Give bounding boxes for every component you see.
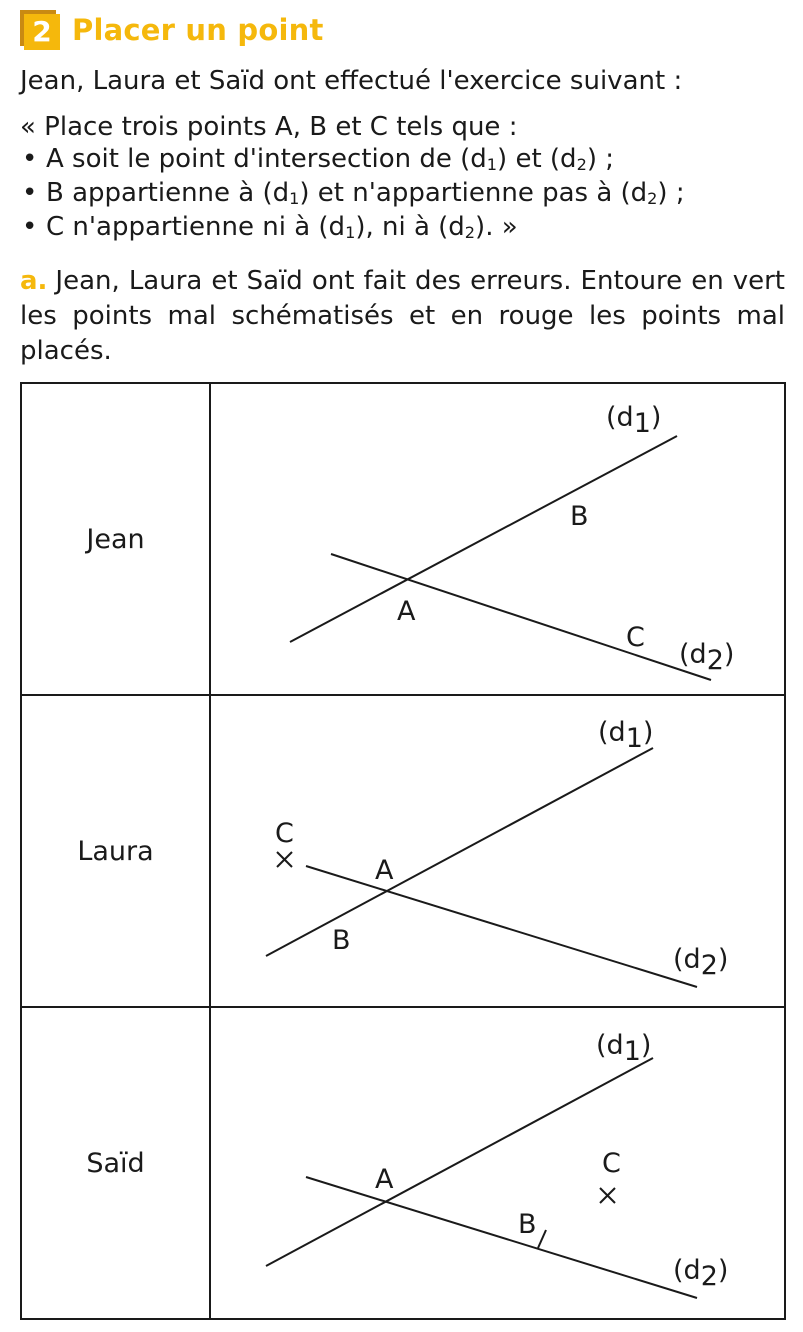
point-label-b: B [570,501,589,532]
geometry-figure [211,696,788,1008]
point-label-c: C [602,1148,621,1179]
student-name: Jean [21,383,210,695]
figure-cell [210,383,785,695]
answers-table [20,382,786,1320]
question-text: Jean, Laura et Saïd ont fait des erreurs. Entoure en vert les points mal schématisés et en rouge les points mal placés. [20,266,785,366]
exercise-number: 2 [24,14,60,50]
student-name: Laura [21,695,210,1007]
point-label-c: C [626,622,645,653]
line-d2 [306,866,697,987]
point-label-b: B [518,1209,537,1240]
label-d2: (d2) [679,639,735,676]
intro-text: Jean, Laura et Saïd ont effectué l'exercice suivant : [20,66,683,96]
exercise-number-badge [20,10,60,50]
line-d2 [331,554,711,680]
instruction-quote: « Place trois points A, B et C tels que : [20,112,518,142]
table-row [21,695,785,1007]
point-label-b: B [332,925,351,956]
line-d1 [266,748,653,956]
exercise-header [20,8,324,52]
figure-cell [210,695,785,1007]
geometry-figure [211,1008,788,1320]
line-d1 [290,436,677,642]
line-d1 [266,1058,653,1266]
table-row [21,383,785,695]
label-d1: (d1) [606,402,662,439]
student-name: Saïd [21,1007,210,1319]
instruction-list [20,142,685,244]
label-d1: (d1) [596,1030,652,1067]
point-label-a: A [397,596,416,627]
label-d2: (d2) [673,944,729,981]
point-label-a: A [375,855,394,886]
question-a [20,264,785,369]
line-d2 [306,1177,697,1298]
question-label: a. [20,266,48,296]
instruction-item: • C n'appartienne ni à $(d_1)$, ni à $(d_2)$. » [22,212,518,242]
label-d2: (d2) [673,1255,729,1292]
geometry-figure [211,384,788,696]
instruction-item: • B appartienne à $(d_1)$ et n'appartienne pas à $(d_2)$ ; [22,178,685,208]
point-label-a: A [375,1164,394,1195]
label-d1: (d1) [598,717,654,754]
point-label-c: C [275,818,294,849]
instruction-item: • A soit le point d'intersection de $(d_1)$ et $(d_2)$ ; [22,144,614,174]
table-row [21,1007,785,1319]
exercise-title: Placer un point [72,13,324,47]
figure-cell [210,1007,785,1319]
tick-mark-b [538,1230,546,1248]
